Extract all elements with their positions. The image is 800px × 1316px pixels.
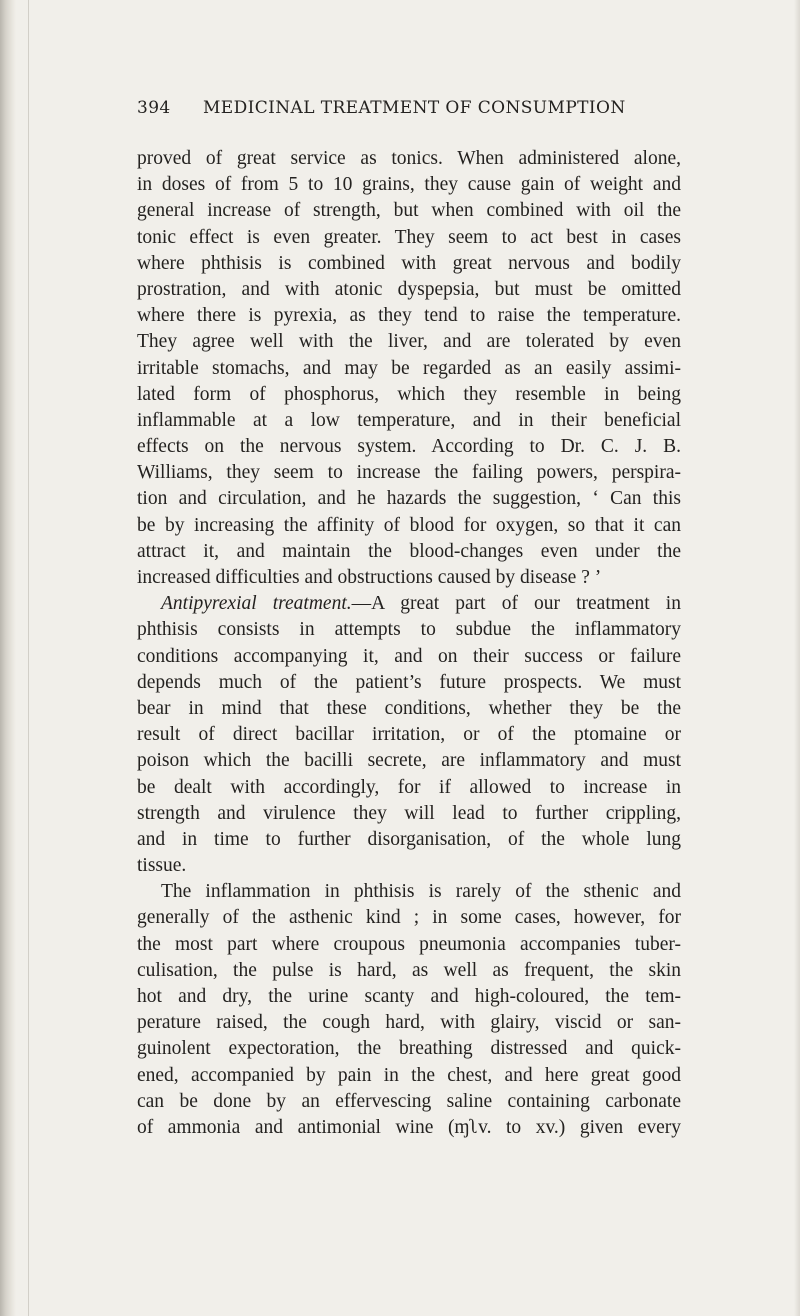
text-line [137, 827, 681, 853]
text-line [137, 303, 681, 329]
line-text: of ammonia and antimonial wine (ɱʅv. to xv.) given every [137, 1116, 681, 1138]
text-line [137, 251, 681, 277]
line-text: where there is pyrexia, as they tend to raise the temperature. [137, 305, 681, 327]
line-text: the most part where croupous pneumonia accompanies tuber- [137, 933, 681, 955]
line-text: general increase of strength, but when combined with oil the [137, 200, 681, 222]
text-line [137, 1063, 681, 1089]
text-line [137, 382, 681, 408]
line-text: depends much of the patient’s future prospects. We must [137, 671, 681, 693]
page-binding-shadow [0, 0, 16, 1316]
body-text [137, 146, 681, 1141]
page-binding-line [28, 0, 29, 1316]
text-line [137, 775, 681, 801]
line-text: effects on the nervous system. According to Dr. C. J. B. [137, 436, 681, 458]
line-text: can be done by an effervescing saline containing carbonate [137, 1090, 681, 1112]
text-line [137, 1010, 681, 1036]
text-line [137, 853, 681, 879]
line-text: conditions accompanying it, and on their success or failure [137, 645, 681, 667]
text-line [137, 146, 681, 172]
page-header [137, 98, 697, 124]
line-text: lated form of phosphorus, which they resemble in being [137, 383, 681, 405]
line-text: The inflammation in phthisis is rarely of the sthenic and [161, 881, 681, 903]
text-line [137, 1089, 681, 1115]
text-line [137, 565, 681, 591]
line-text: prostration, and with atonic dyspepsia, but must be omitted [137, 278, 681, 300]
text-line [137, 172, 681, 198]
text-line [137, 198, 681, 224]
line-text: They agree well with the liver, and are tolerated by even [137, 331, 681, 353]
running-title: MEDICINAL TREATMENT OF CONSUMPTION [203, 98, 626, 118]
line-text: and in time to further disorganisation, of the whole lung [137, 828, 681, 850]
text-line [137, 486, 681, 512]
line-text: tonic effect is even greater. They seem to act best in cases [137, 226, 681, 248]
text-line [137, 225, 681, 251]
line-text: strength and virulence they will lead to further crippling, [137, 802, 681, 824]
line-text: —A great part of our treatment in [351, 593, 681, 615]
line-text: perature raised, the cough hard, with glairy, viscid or san- [137, 1012, 681, 1034]
line-text: hot and dry, the urine scanty and high-coloured, the tem- [137, 986, 681, 1007]
text-line [137, 958, 681, 984]
line-text: be dealt with accordingly, for if allowed to increase in [137, 776, 681, 798]
text-line [137, 644, 681, 670]
line-text: tion and circulation, and he hazards the suggestion, ‘ Can this [137, 488, 681, 510]
line-text: where phthisis is combined with great nervous and bodily [137, 252, 681, 274]
line-text: result of direct bacillar irritation, or of the ptomaine or [137, 724, 681, 746]
line-text: ened, accompanied by pain in the chest, and here great good [137, 1064, 681, 1086]
text-line [137, 879, 681, 905]
text-line [137, 539, 681, 565]
text-line [137, 932, 681, 958]
text-line [137, 460, 681, 486]
line-text: Williams, they seem to increase the failing powers, perspira- [137, 462, 681, 484]
line-text: generally of the asthenic kind ; in some cases, however, for [137, 907, 681, 929]
text-line [137, 748, 681, 774]
text-line [137, 356, 681, 382]
text-line [137, 1036, 681, 1062]
page-number: 394 [137, 98, 171, 118]
page-right-edge [794, 0, 800, 1316]
line-text: in doses of from 5 to 10 grains, they cause gain of weight and [137, 174, 681, 196]
line-text: phthisis consists in attempts to subdue the inflammatory [137, 619, 681, 641]
text-line [137, 408, 681, 434]
line-text: culisation, the pulse is hard, as well as frequent, the skin [137, 959, 681, 981]
text-line [137, 801, 681, 827]
text-line [137, 722, 681, 748]
line-text: irritable stomachs, and may be regarded as an easily assimi- [137, 357, 681, 379]
text-line [137, 905, 681, 931]
line-text: guinolent expectoration, the breathing distressed and quick- [137, 1038, 681, 1060]
line-text: tissue. [137, 855, 187, 877]
line-text: poison which the bacilli secrete, are inflammatory and must [137, 750, 681, 772]
text-line [137, 591, 681, 617]
text-line [137, 1115, 681, 1141]
line-text: inflammable at a low temperature, and in their beneficial [137, 409, 681, 431]
line-text: attract it, and maintain the blood-changes even under the [137, 540, 681, 562]
line-text: bear in mind that these conditions, whether they be the [137, 697, 681, 719]
text-line [137, 513, 681, 539]
line-text: increased difficulties and obstructions caused by disease ? ’ [137, 567, 602, 588]
line-text: proved of great service as tonics. When administered alone, [137, 148, 681, 169]
text-line [137, 617, 681, 643]
text-line [137, 329, 681, 355]
text-line [137, 434, 681, 460]
text-line [137, 696, 681, 722]
line-text: be by increasing the affinity of blood for oxygen, so that it can [137, 514, 681, 536]
text-line [137, 984, 681, 1010]
text-line [137, 670, 681, 696]
text-line [137, 277, 681, 303]
section-heading: Antipyrexial treatment. [161, 593, 352, 615]
